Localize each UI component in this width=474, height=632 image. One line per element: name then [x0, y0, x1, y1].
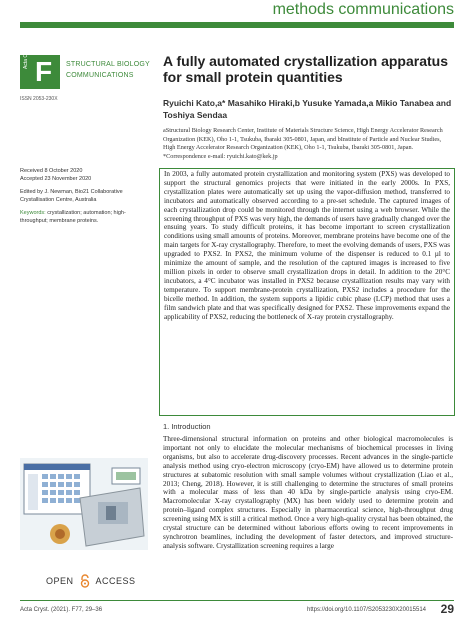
- open-access-left: OPEN: [46, 576, 74, 586]
- page-number: 29: [440, 602, 454, 616]
- keywords-label: Keywords:: [20, 210, 46, 216]
- accepted-date: Accepted 23 November 2020: [20, 175, 92, 182]
- journal-name-line2: COMMUNICATIONS: [66, 72, 134, 79]
- open-access-right: ACCESS: [95, 576, 136, 586]
- journal-logo: [20, 44, 60, 89]
- open-access-badge: [46, 574, 136, 588]
- open-lock-icon: [80, 574, 90, 588]
- graphical-abstract-image: [20, 458, 148, 550]
- journal-name-line1: STRUCTURAL BIOLOGY: [66, 61, 150, 68]
- edited-by: Edited by J. Newman, Bio21 Collaborative Crystallisation Centre, Australia: [20, 189, 123, 203]
- keywords: crystallization; automation; high-throughput; membrane proteins.: [20, 210, 126, 224]
- affiliations: aStructural Biology Research Center, Institute of Materials Structure Science, High Energy Accelerator Research Organization (KEK), Oho 1-1, Tsukuba, Ibaraki 305-0801, Japan, and bInstitute of Particle and Nuclear Studies, High Energy Accelerator Research Organization (KEK), Oho 1-1, Tsukuba, Ibaraki 305-0801, Japan. *Correspondence e-mail: ryuichi.kato@kek.jp: [163, 127, 443, 160]
- doi-link[interactable]: https://doi.org/10.1107/S2053230X20015514: [307, 607, 426, 613]
- journal-name: [66, 59, 150, 81]
- article-title: A fully automated crystallization apparatus for small protein quantities: [163, 53, 448, 85]
- introduction-heading: 1. Introduction: [163, 422, 211, 431]
- author-list: Ryuichi Kato,a* Masahiko Hiraki,b Yusuke Yamada,a Mikio Tanabea and Toshiya Sendaa: [163, 98, 452, 120]
- header-rule: [20, 22, 454, 28]
- footer-citation: Acta Cryst. (2021). F77, 29–36: [20, 607, 103, 613]
- logo-letter: F: [35, 56, 53, 87]
- footer-rule: [20, 600, 454, 601]
- introduction-body: Three-dimensional structural information on proteins and other biological macromolecules is important not only to elucidate the molecular mechanisms of biochemical processes in living organisms, but also to accelerate drug-discovery processes. Recent advances in the single-particle analysis method using cryo-electron microscopy (cryo-EM) have allowed us to determine protein structures at subatomic resolution with small sample volumes without crystallization (Liao et al., 2013; Cheng, 2018). However, it is still challenging to determine the structures of small proteins with a molecular mass of less than 40 kDa by single-particle analysis using cryo-EM. Macromolecular X-ray crystallography (MX) has been widely used to determine protein and protein–ligand complex structures. Especially in pharmaceutical science, high-throughput drug screening using MX is still a critical method. Once a very high-quality crystal has been obtained, the crystal structure can be determined without laborious efforts owing to recent improvements in synchrotron beamlines, including the development of faster detectors, and improved structure-analysis software. Crystallization screening requires a large: [163, 435, 453, 550]
- issn: ISSN 2053-230X: [20, 96, 58, 102]
- section-heading: methods communications: [272, 1, 454, 18]
- article-metadata: [20, 168, 150, 231]
- abstract-text: In 2003, a fully automated protein crystallization and monitoring system (PXS) was developed to support the structural genomics projects that were initiated in the early 2000s. In PXS, crystallization plates were automatically set up using the vapor-diffusion method, transferred to incubators and automatically observed according to a pre-set schedule. The captured images of each crystallization drop could be monitored through the internet using a web browser. While the screening throughput of PXS was very high, the demands of users have gradually changed over the ensuing years. To study difficult proteins, it has become important to screen crystallization conditions using small amounts of proteins. Moreover, membrane proteins have become one of the main targets for X-ray crystallography. Therefore, to meet the evolving demands of users, PXS was upgraded to PXS2. In PXS2, the minimum volume of the dispenser is reduced to 0.1 µl to minimize the amount of sample, and the resolution of the captured images is increased to five million pixels in order to observe small crystallization drops in detail. In addition to the 20°C incubators, a 4°C incubator was installed in PXS2 because crystallization results may vary with temperature. To support membrane-protein crystallization, PXS2 includes a procedure for the bicelle method. In addition, the system supports a lipidic cubic phase (LCP) method that uses a film sandwich plate and that was specifically designed for PXS2. These improvements expand the applicability of PXS2, reducing the bottleneck of X-ray protein crystallography.: [164, 170, 450, 321]
- logo-small-text: Acta Cryst.: [23, 44, 29, 69]
- received-date: Received 8 October 2020: [20, 168, 83, 174]
